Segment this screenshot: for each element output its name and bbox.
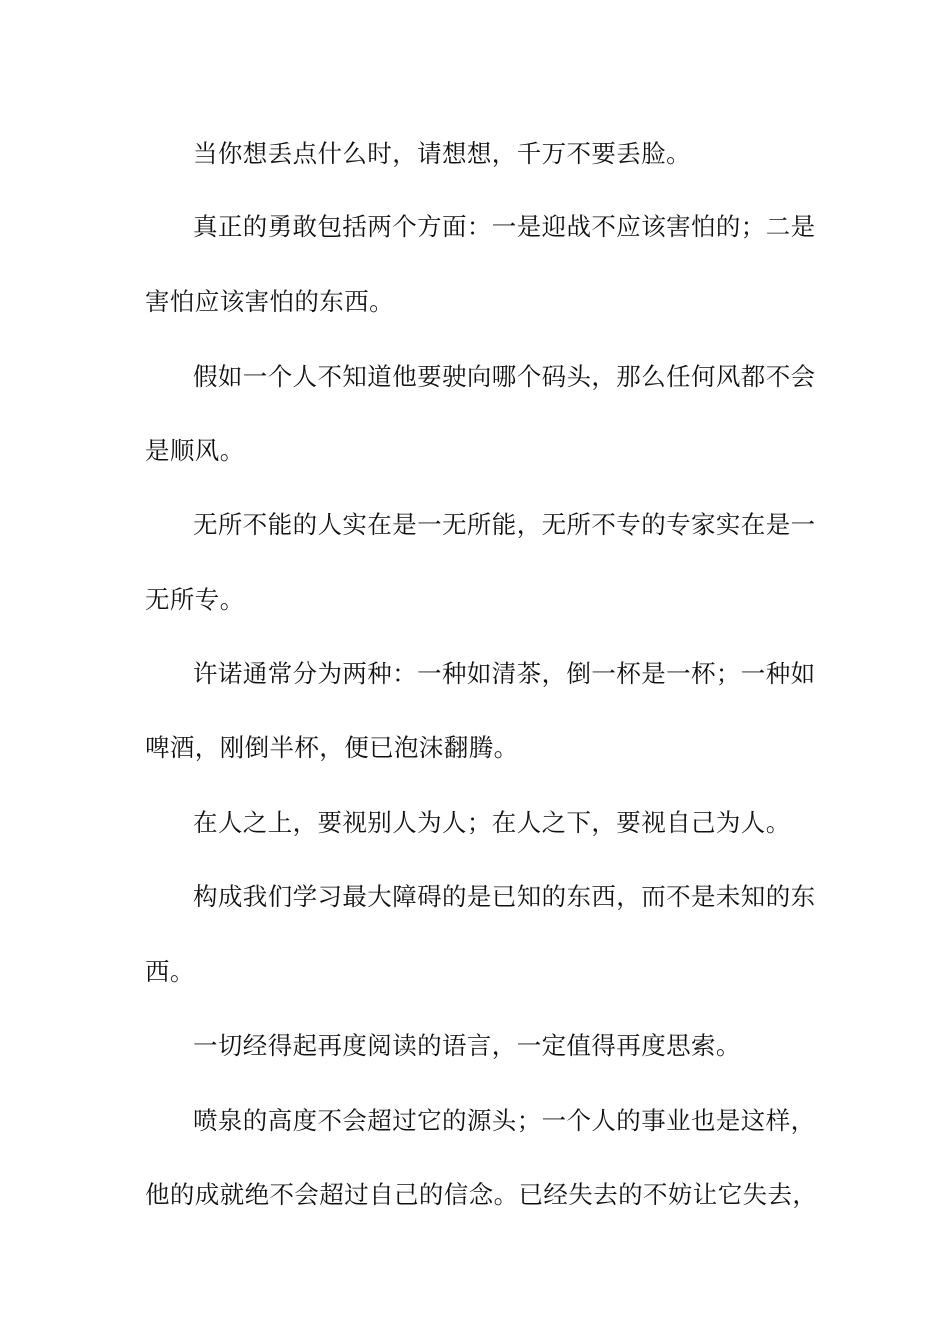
- text-line: 害怕应该害怕的东西。: [145, 287, 394, 316]
- text-line: 喷泉的高度不会超过它的源头；一个人的事业也是这样，: [193, 1106, 816, 1135]
- text-line: 啤酒，刚倒半杯，便已泡沫翻腾。: [145, 733, 519, 762]
- text-line: 无所不能的人实在是一无所能，无所不专的专家实在是一: [193, 510, 816, 539]
- text-line: 构成我们学习最大障碍的是已知的东西，而不是未知的东: [193, 882, 816, 911]
- text-line: 在人之上，要视别人为人；在人之下，要视自己为人。: [193, 808, 791, 837]
- text-line: 许诺通常分为两种：一种如清茶，倒一杯是一杯；一种如: [193, 659, 816, 688]
- text-line: 当你想丢点什么时，请想想，千万不要丢脸。: [193, 139, 691, 168]
- text-line: 是顺风。: [145, 436, 245, 465]
- text-line: 西。: [145, 957, 195, 986]
- text-line: 真正的勇敢包括两个方面：一是迎战不应该害怕的；二是: [193, 212, 816, 241]
- text-line: 无所专。: [145, 585, 245, 614]
- text-line: 假如一个人不知道他要驶向哪个码头，那么任何风都不会: [193, 362, 816, 391]
- text-line: 一切经得起再度阅读的语言，一定值得再度思索。: [193, 1031, 741, 1060]
- text-line: 他的成就绝不会超过自己的信念。已经失去的不妨让它失去，: [145, 1180, 818, 1209]
